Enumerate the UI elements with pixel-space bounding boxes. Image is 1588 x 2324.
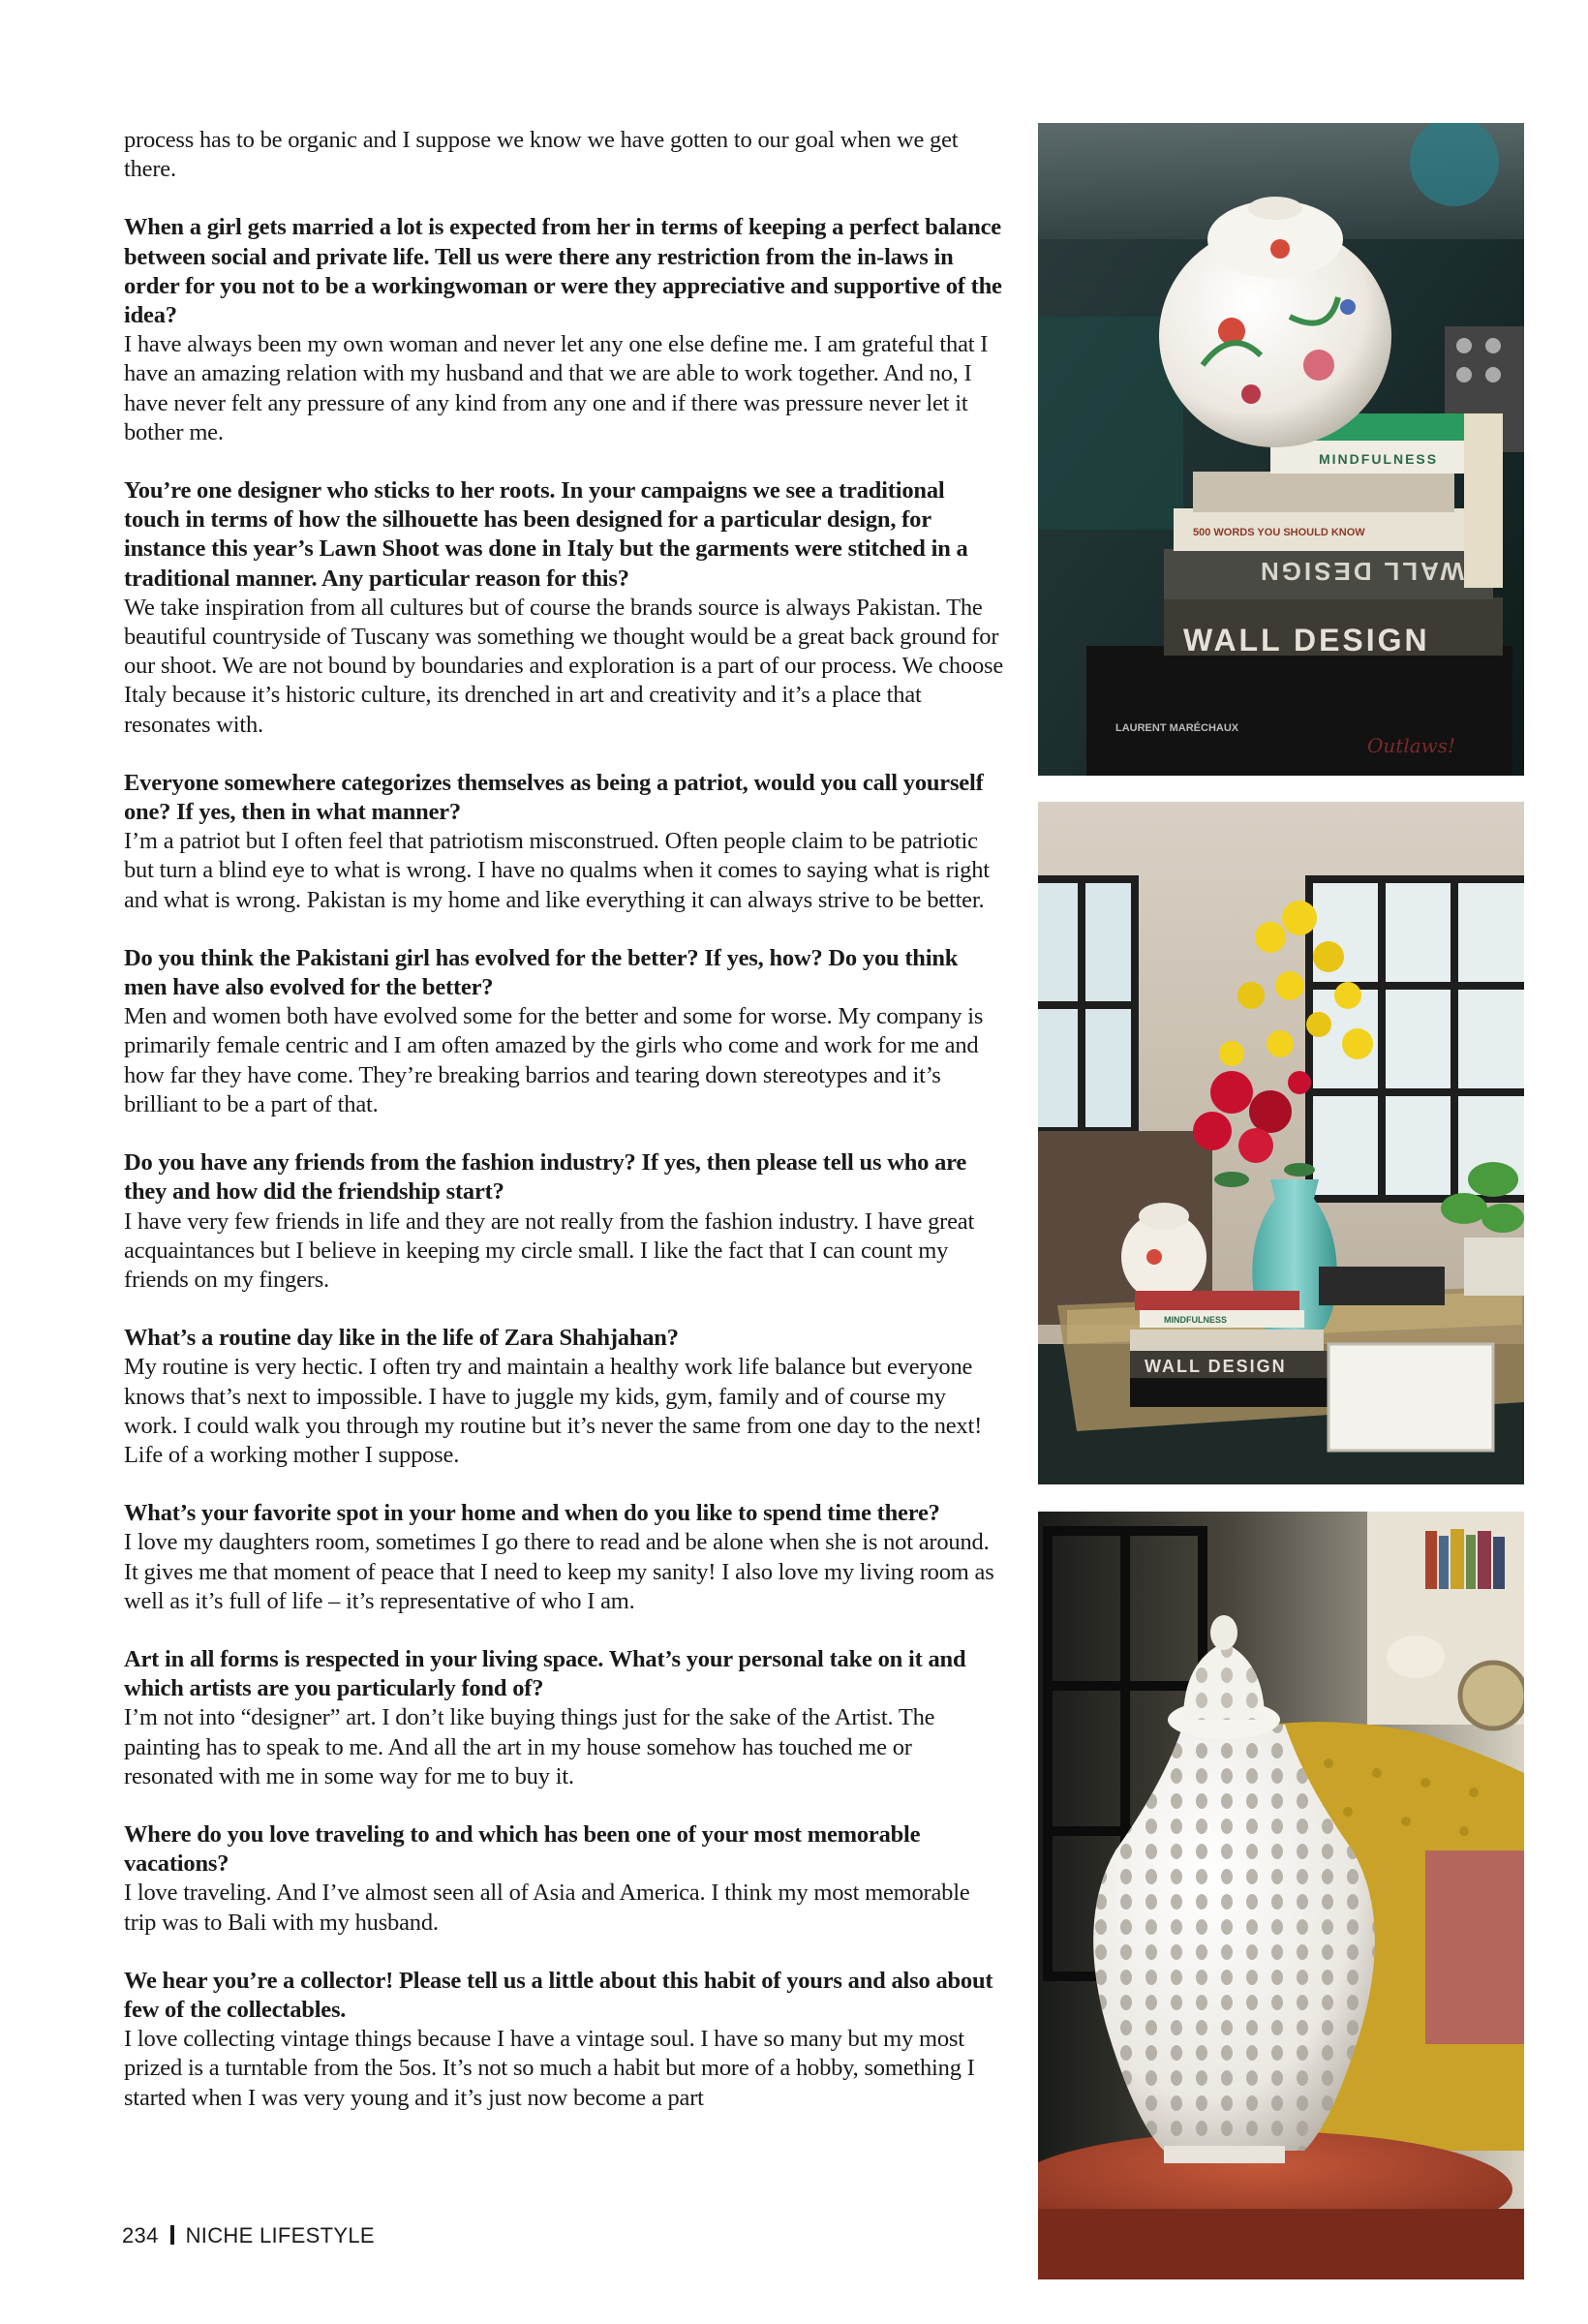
photo1-illustration xyxy=(1038,123,1524,776)
answer: I love my daughters room, sometimes I go there to read and be alone when she is not around. It gives me that moment of peace that I need to keep my sanity! I also love my living room as well as it’s full of life – it’s representative of who I am. xyxy=(124,1529,994,1614)
question: Everyone somewhere categorizes themselves as being a patriot, would you call yourself one? If yes, then in what manner? xyxy=(124,769,984,826)
qa-block xyxy=(124,476,1005,740)
qa-block xyxy=(124,1967,1005,2113)
qa-block xyxy=(124,1820,1005,1938)
photo2-jar-flower xyxy=(1146,1249,1162,1265)
answer: My routine is very hectic. I often try and maintain a healthy work life balance but everyone knows that’s next to impossible. I have to juggle my kids, gym, family and of course my work. I could walk you through my routine but it’s never the same from one day to the next! Life of a working mother I suppose. xyxy=(124,1354,983,1468)
qa-block xyxy=(124,1148,1005,1295)
photo2-window-left xyxy=(1038,879,1135,1131)
answer: I’m a patriot but I often feel that patriotism misconstrued. Often people claim to be patriotic but turn a blind eye to what is wrong. I have no qualms when it comes to saying what is right and what is wrong. Pakistan is my home and like everything it can always strive to be better. xyxy=(124,828,990,913)
photo3-round-mirror xyxy=(1460,1663,1524,1728)
question: Art in all forms is respected in your living space. What’s your personal take on it and which artists are you particularly fond of? xyxy=(124,1645,966,1702)
page-number: 234 xyxy=(122,2223,159,2248)
photo2-ginger-jar-lid xyxy=(1139,1203,1189,1230)
photo-ginger-jar-on-books xyxy=(1038,123,1524,776)
photo3-lamp xyxy=(1387,1636,1445,1678)
qa-block xyxy=(124,944,1005,1119)
photo1-book-spine-title: WALL DESIGN xyxy=(1257,557,1464,586)
photo2-planter xyxy=(1464,1238,1524,1296)
intro-paragraph: process has to be organic and I suppose we know we have gotten to our goal when we get there. xyxy=(124,127,959,183)
photo2-book-outlaws xyxy=(1130,1378,1353,1407)
photo3-jar-foot xyxy=(1164,2146,1285,2163)
question: You’re one designer who sticks to her roots. In your campaigns we see a traditional touch in terms of how the silhouette has been designed for a particular design, for instance this year’s Lawn Shoot was done in Italy but the garments were stitched in a traditional manner. Any particular reason for this? xyxy=(124,477,968,592)
photo3-cushion xyxy=(1425,1850,1524,2044)
qa-block xyxy=(124,1499,1005,1616)
photo3-jar-finial xyxy=(1210,1615,1237,1650)
photo3-illustration xyxy=(1038,1512,1524,2279)
answer: I have very few friends in life and they are not really from the fashion industry. I have great acquaintances but I believe in keeping my circle small. I like the fact that I can count my friends on my fingers. xyxy=(124,1208,975,1293)
photo2-illustration xyxy=(1038,802,1524,1484)
footer-separator xyxy=(170,2225,174,2245)
photo1-book-outlaws-title: Outlaws! xyxy=(1367,734,1456,757)
photo2-book-mindfulness-title: MINDFULNESS xyxy=(1164,1315,1227,1325)
question: Where do you love traveling to and which has been one of your most memorable vacations? xyxy=(124,1820,921,1878)
photo2-patterned-box xyxy=(1319,1267,1445,1305)
answer: I love collecting vintage things because I have a vintage soul. I have so many but my most prized is a turntable from the 5os. It’s not so much a habit but more of a hobby, something I started when I was very young and it’s just now become a part xyxy=(124,2026,975,2111)
question: When a girl gets married a lot is expected from her in terms of keeping a perfect balance between social and private life. Tell us were there any restriction from the in-laws in order for you not to be a workingwoman or were they appreciative and supportive of the idea? xyxy=(124,214,1002,329)
photo1-book-mindfulness-title: MINDFULNESS xyxy=(1319,451,1439,467)
question: What’s your favorite spot in your home and when do you like to spend time there? xyxy=(124,1500,940,1527)
question: Do you think the Pakistani girl has evolved for the better? If yes, how? Do you think men have also evolved for the better? xyxy=(124,944,959,1001)
photo2-book-wall-design-title: WALL DESIGN xyxy=(1145,1357,1287,1376)
qa-block xyxy=(124,1324,1005,1470)
answer: I have always been my own woman and never let any one else define me. I am grateful that I have an amazing relation with my husband and that we are able to work together. And no, I have never felt any pressure of any kind from any one and if there was pressure never let it bother me. xyxy=(124,331,989,445)
photo2-window-right xyxy=(1309,879,1524,1199)
article-body xyxy=(124,126,1005,2142)
photo2-book-red xyxy=(1135,1291,1299,1310)
photo3-table-base xyxy=(1038,2209,1524,2279)
photo-lattice-jar xyxy=(1038,1512,1524,2279)
qa-block xyxy=(124,769,1005,915)
photo1-book-pink xyxy=(1193,472,1454,512)
photo1-ginger-jar-knob xyxy=(1248,197,1302,220)
answer: Men and women both have evolved some for the better and some for worse. My company is primarily female centric and I am often amazed by the girls who come and work for me and how far they have come. They’re breaking barrios and tearing down stereotypes and it’s brilliant to be a part of that. xyxy=(124,1003,984,1117)
photo1-books-side xyxy=(1464,413,1503,588)
photo1-book-wall-design-title: WALL DESIGN xyxy=(1183,623,1430,657)
qa-block xyxy=(124,213,1005,447)
photo2-book-pink xyxy=(1130,1330,1324,1351)
article-intro xyxy=(124,126,1005,184)
photo1-book-500words-title: 500 WORDS YOU SHOULD KNOW xyxy=(1193,527,1365,538)
question: What’s a routine day like in the life of Zara Shahjahan? xyxy=(124,1325,679,1352)
page-footer xyxy=(122,2223,375,2248)
publication-name: NICHE LIFESTYLE xyxy=(185,2223,375,2248)
answer: We take inspiration from all cultures but of course the brands source is always Pakistan. The beautiful countryside of Tuscany was something we thought would be a great back ground for our shoot. We are not bound by boundaries and exploration is a part of our process. We choose Italy because it’s historic culture, its drenched in art and creativity and it’s a place that resonates with. xyxy=(124,594,1004,738)
photo-living-room-flowers xyxy=(1038,802,1524,1484)
photo2-white-tray xyxy=(1328,1344,1493,1451)
qa-block xyxy=(124,1645,1005,1791)
photo1-book-author: LAURENT MARÉCHAUX xyxy=(1115,722,1239,734)
question: Do you have any friends from the fashion industry? If yes, then please tell us who are they and how did the friendship start? xyxy=(124,1149,967,1206)
answer: I love traveling. And I’ve almost seen all of Asia and America. I think my most memorable trip was to Bali with my husband. xyxy=(124,1880,970,1936)
question: We hear you’re a collector! Please tell us a little about this habit of yours and also about few of the collectables. xyxy=(124,1967,993,2023)
answer: I’m not into “designer” art. I don’t like buying things just for the sake of the Artist. The painting has to speak to me. And all the art in my house somehow has touched me or resonated with me in some way for me to buy it. xyxy=(124,1704,935,1789)
